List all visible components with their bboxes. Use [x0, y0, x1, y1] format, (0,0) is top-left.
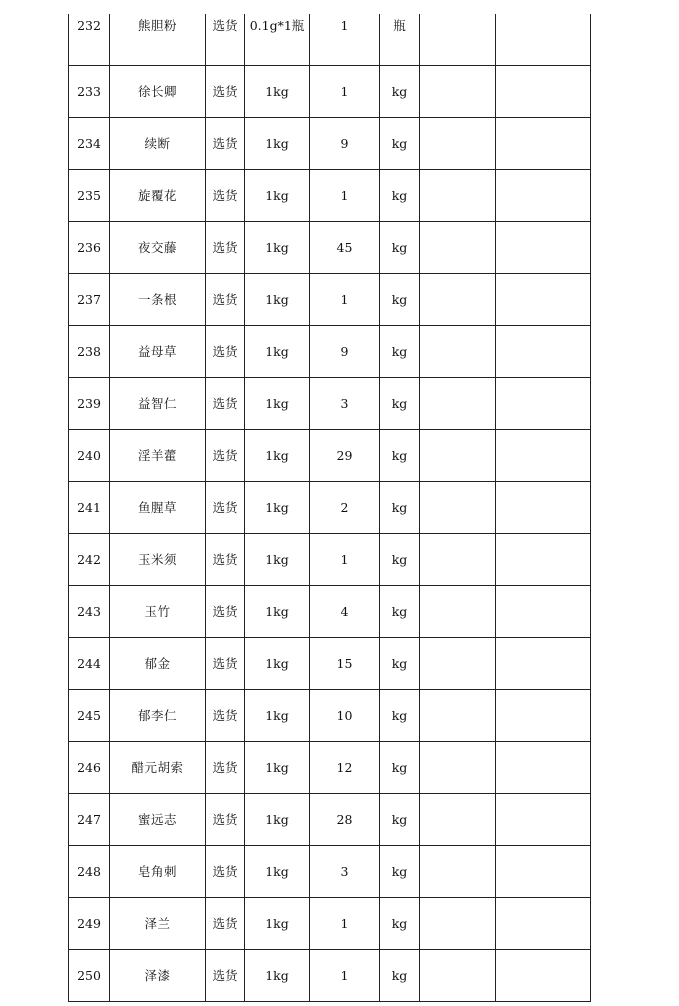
quantity: 15 [310, 638, 380, 690]
table-row [69, 586, 591, 638]
empty-cell [496, 326, 591, 378]
herb-name: 益母草 [110, 326, 206, 378]
empty-cell [420, 950, 496, 1002]
herb-name: 泽兰 [110, 898, 206, 950]
herb-name: 夜交藤 [110, 222, 206, 274]
herb-name: 淫羊藿 [110, 430, 206, 482]
specification: 1kg [245, 898, 310, 950]
specification: 1kg [245, 430, 310, 482]
specification: 1kg [245, 742, 310, 794]
herb-table [68, 14, 591, 1002]
herb-name: 熊胆粉 [110, 14, 206, 66]
goods-type: 选货 [206, 794, 245, 846]
table-row [69, 690, 591, 742]
specification: 1kg [245, 690, 310, 742]
herb-name: 旋覆花 [110, 170, 206, 222]
unit: kg [380, 794, 420, 846]
unit: kg [380, 170, 420, 222]
herb-name: 玉竹 [110, 586, 206, 638]
table-row [69, 274, 591, 326]
unit: kg [380, 326, 420, 378]
goods-type: 选货 [206, 170, 245, 222]
table-row [69, 118, 591, 170]
row-number: 233 [69, 66, 110, 118]
empty-cell [420, 378, 496, 430]
specification: 1kg [245, 326, 310, 378]
unit: kg [380, 66, 420, 118]
empty-cell [496, 170, 591, 222]
empty-cell [496, 742, 591, 794]
row-number: 248 [69, 846, 110, 898]
empty-cell [496, 846, 591, 898]
row-number: 246 [69, 742, 110, 794]
quantity: 9 [310, 326, 380, 378]
row-number: 250 [69, 950, 110, 1002]
row-number: 236 [69, 222, 110, 274]
empty-cell [496, 794, 591, 846]
goods-type: 选货 [206, 586, 245, 638]
herb-name: 益智仁 [110, 378, 206, 430]
goods-type: 选货 [206, 846, 245, 898]
herb-name: 泽漆 [110, 950, 206, 1002]
quantity: 1 [310, 950, 380, 1002]
quantity: 1 [310, 534, 380, 586]
herb-name: 郁李仁 [110, 690, 206, 742]
specification: 1kg [245, 118, 310, 170]
herb-name: 续断 [110, 118, 206, 170]
goods-type: 选货 [206, 14, 245, 66]
empty-cell [420, 326, 496, 378]
unit: kg [380, 898, 420, 950]
unit: kg [380, 742, 420, 794]
unit: 瓶 [380, 14, 420, 66]
specification: 1kg [245, 378, 310, 430]
empty-cell [496, 950, 591, 1002]
row-number: 232 [69, 14, 110, 66]
row-number: 243 [69, 586, 110, 638]
unit: kg [380, 482, 420, 534]
empty-cell [420, 794, 496, 846]
empty-cell [496, 638, 591, 690]
empty-cell [496, 534, 591, 586]
table-row [69, 378, 591, 430]
unit: kg [380, 846, 420, 898]
empty-cell [496, 118, 591, 170]
herb-name: 鱼腥草 [110, 482, 206, 534]
specification: 1kg [245, 482, 310, 534]
empty-cell [420, 430, 496, 482]
specification: 1kg [245, 534, 310, 586]
table-row [69, 846, 591, 898]
empty-cell [496, 898, 591, 950]
goods-type: 选货 [206, 742, 245, 794]
goods-type: 选货 [206, 66, 245, 118]
herb-name: 徐长卿 [110, 66, 206, 118]
row-number: 238 [69, 326, 110, 378]
table-row [69, 66, 591, 118]
quantity: 2 [310, 482, 380, 534]
herb-name: 郁金 [110, 638, 206, 690]
goods-type: 选货 [206, 534, 245, 586]
table-row [69, 222, 591, 274]
table-row [69, 430, 591, 482]
table-row [69, 326, 591, 378]
specification: 0.1g*1瓶 [245, 14, 310, 66]
herb-name: 皂角刺 [110, 846, 206, 898]
empty-cell [420, 170, 496, 222]
goods-type: 选货 [206, 898, 245, 950]
quantity: 3 [310, 846, 380, 898]
table-row [69, 950, 591, 1002]
specification: 1kg [245, 274, 310, 326]
unit: kg [380, 690, 420, 742]
goods-type: 选货 [206, 274, 245, 326]
empty-cell [420, 482, 496, 534]
goods-type: 选货 [206, 378, 245, 430]
quantity: 12 [310, 742, 380, 794]
empty-cell [496, 482, 591, 534]
specification: 1kg [245, 846, 310, 898]
unit: kg [380, 118, 420, 170]
goods-type: 选货 [206, 326, 245, 378]
empty-cell [420, 534, 496, 586]
table-row [69, 170, 591, 222]
quantity: 1 [310, 898, 380, 950]
unit: kg [380, 222, 420, 274]
table-row [69, 794, 591, 846]
quantity: 9 [310, 118, 380, 170]
specification: 1kg [245, 586, 310, 638]
herb-name: 玉米须 [110, 534, 206, 586]
empty-cell [420, 586, 496, 638]
herb-name: 一条根 [110, 274, 206, 326]
unit: kg [380, 638, 420, 690]
quantity: 45 [310, 222, 380, 274]
goods-type: 选货 [206, 690, 245, 742]
row-number: 235 [69, 170, 110, 222]
goods-type: 选货 [206, 118, 245, 170]
empty-cell [420, 14, 496, 66]
empty-cell [420, 846, 496, 898]
specification: 1kg [245, 950, 310, 1002]
empty-cell [496, 690, 591, 742]
table-row [69, 482, 591, 534]
unit: kg [380, 586, 420, 638]
quantity: 1 [310, 170, 380, 222]
quantity: 4 [310, 586, 380, 638]
row-number: 247 [69, 794, 110, 846]
unit: kg [380, 430, 420, 482]
quantity: 1 [310, 274, 380, 326]
quantity: 1 [310, 66, 380, 118]
row-number: 242 [69, 534, 110, 586]
unit: kg [380, 534, 420, 586]
empty-cell [496, 430, 591, 482]
empty-cell [420, 274, 496, 326]
table-row [69, 742, 591, 794]
table-row [69, 898, 591, 950]
quantity: 10 [310, 690, 380, 742]
goods-type: 选货 [206, 430, 245, 482]
quantity: 29 [310, 430, 380, 482]
empty-cell [420, 222, 496, 274]
empty-cell [420, 690, 496, 742]
table-row [69, 534, 591, 586]
row-number: 239 [69, 378, 110, 430]
specification: 1kg [245, 222, 310, 274]
specification: 1kg [245, 638, 310, 690]
row-number: 240 [69, 430, 110, 482]
specification: 1kg [245, 170, 310, 222]
unit: kg [380, 274, 420, 326]
quantity: 28 [310, 794, 380, 846]
goods-type: 选货 [206, 482, 245, 534]
table-row [69, 638, 591, 690]
empty-cell [420, 898, 496, 950]
empty-cell [420, 742, 496, 794]
empty-cell [496, 14, 591, 66]
row-number: 249 [69, 898, 110, 950]
goods-type: 选货 [206, 222, 245, 274]
table-body [69, 14, 591, 1002]
goods-type: 选货 [206, 950, 245, 1002]
empty-cell [496, 586, 591, 638]
specification: 1kg [245, 794, 310, 846]
quantity: 3 [310, 378, 380, 430]
empty-cell [496, 274, 591, 326]
unit: kg [380, 950, 420, 1002]
herb-name: 蜜远志 [110, 794, 206, 846]
row-number: 237 [69, 274, 110, 326]
empty-cell [496, 378, 591, 430]
empty-cell [496, 222, 591, 274]
empty-cell [420, 638, 496, 690]
row-number: 234 [69, 118, 110, 170]
empty-cell [420, 66, 496, 118]
row-number: 241 [69, 482, 110, 534]
goods-type: 选货 [206, 638, 245, 690]
unit: kg [380, 378, 420, 430]
quantity: 1 [310, 14, 380, 66]
table-row [69, 14, 591, 66]
specification: 1kg [245, 66, 310, 118]
empty-cell [420, 118, 496, 170]
empty-cell [496, 66, 591, 118]
herb-name: 醋元胡索 [110, 742, 206, 794]
row-number: 245 [69, 690, 110, 742]
row-number: 244 [69, 638, 110, 690]
